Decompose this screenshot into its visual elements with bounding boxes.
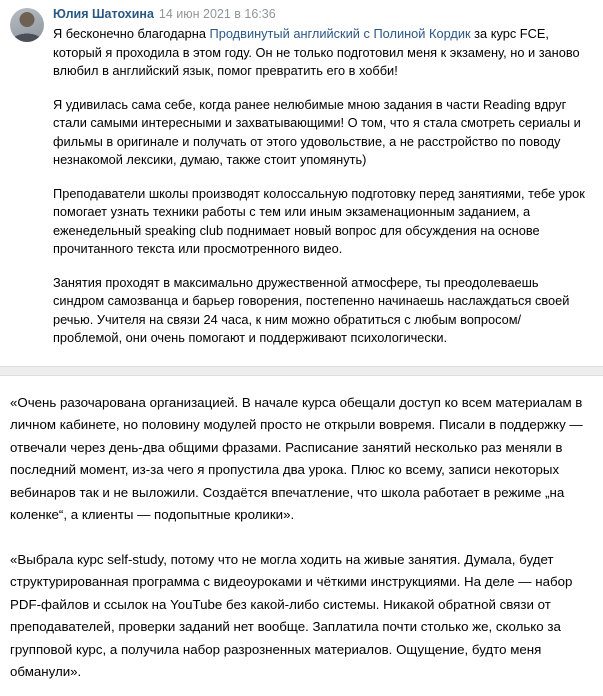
quote-item: «Очень разочарована организацией. В начале курса обещали доступ ко всем материалам в личном кабинете, но половину модулей просто не открыли вовремя. Писали в поддержку — отвечали через день-два общими фразами. Расписание занятий несколько раз меняли в последний момент, из-за чего я пропустила два урока. Плюс ко всему, записи некоторых вебинаров так и не выложили. Создаётся впечатление, что школа работает в режиме „на коленке“, а клиенты — подопытные кролики».	[10, 394, 583, 522]
review-meta	[53, 6, 593, 22]
review-date: 14 июн 2021 в 16:36	[158, 7, 276, 21]
paragraph-text-before: Я бесконечно благодарна	[53, 26, 210, 41]
review-author[interactable]: Юлия Шатохина	[53, 7, 154, 21]
review-body	[53, 6, 593, 348]
review-paragraph-1	[53, 25, 593, 81]
quote-item: «Выбрала курс self-study, потому что не могла ходить на живые занятия. Думала, будет структурированная программа с видеоуроками и чёткими инструкциями. На деле — набор PDF-файлов и ссылок на YouTube без какой-либо системы. Никакой обратной связи от преподавателей, проверки заданий нет вообще. Заплатила почти столько же, сколько за групповой курс, а получила набор разрозненных материалов. Ощущение, будто меня обманули».	[10, 551, 573, 679]
review-paragraph-4: Занятия проходят в максимально дружественной атмосфере, ты преодолеваешь синдром самозванца и барьер говорения, постепенно начинаешь наслаждаться своей речью. Учителя на связи 24 часа, к ним можно обратиться с любым вопросом/ проблемой, они очень помогают и поддерживают психологически.	[53, 274, 570, 345]
section-divider	[0, 366, 603, 376]
review-paragraph-2: Я удивилась сама себе, когда ранее нелюбимые мною задания в части Reading вдруг стали самыми интересными и захватывающими! О том, что я стала смотреть сериалы и фильмы в оригинале и получать от этого удовольствие, а не расстройство по поводу незнакомой лексики, думаю, также стоит упомянуть)	[53, 96, 581, 167]
quotes-section	[0, 376, 603, 696]
review-paragraph-3: Преподаватели школы производят колоссальную подготовку перед занятиями, тебе урок помогает узнать техники работы с тем или иным экзаменационным заданием, а еженедельный speaking club поднимает новый вопрос для обсуждения на основе прочитанного текста или просмотренного видео.	[53, 185, 585, 256]
avatar[interactable]	[10, 8, 44, 42]
course-link[interactable]: Продвинутый английский с Полиной Кордик	[209, 26, 471, 41]
paragraph-text-after: за курс FCE, который я проходила в этом году. Он не только подготовил меня к экзамену, но и заново влюбил в английский язык, помог превратить его в хобби!	[53, 26, 580, 78]
